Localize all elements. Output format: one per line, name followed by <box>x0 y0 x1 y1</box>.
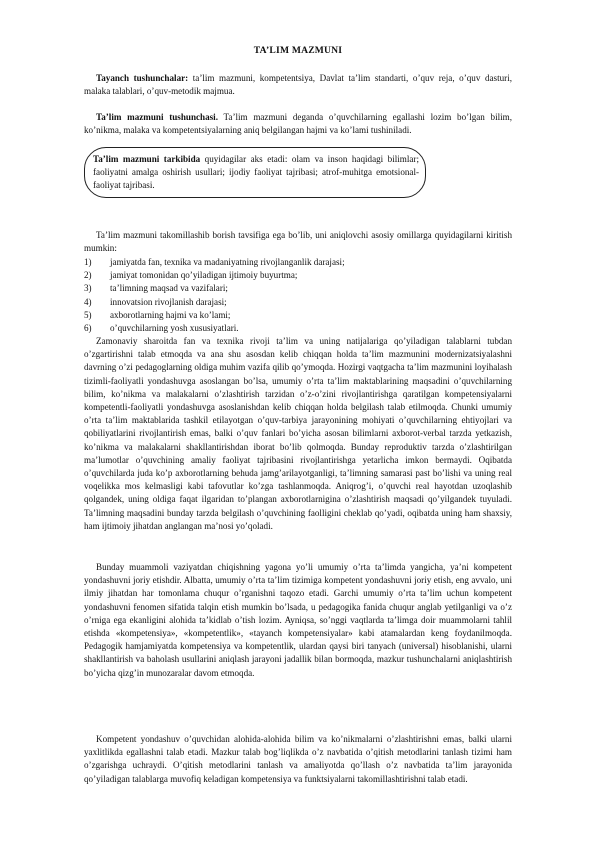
list-item: 3) ta’limning maqsad va vazifalari; <box>84 283 228 294</box>
key-concepts-text: ta’lim mazmuni, kompetentsiya, Davlat ta’lim standarti, o’quv reja, o’quv dasturi, malaka talablari, o’quv-metodik majmua. <box>84 73 513 97</box>
definition-text: Ta’lim mazmuni deganda o’quvchilarning egallashi lozim bo’lgan bilim, ko’nikma, malaka va kompetentsiyalarning aniq belgilangan hajmi va ko’lami tushiniladi. <box>84 112 512 136</box>
list-item: 2) jamiyat tomonidan qo’yiladigan ijtimoiy buyurtma; <box>84 270 298 281</box>
list-item: 1) jamiyatda fan, texnika va madaniyatning rivojlanganlik darajasi; <box>84 257 345 267</box>
definition-label: Ta’lim mazmuni tushunchasi. <box>96 112 218 122</box>
body-paragraph-3: Kompetent yondashuv o’quvchidan alohida-alohida bilim va ko’nikmalarni o’zlashtirishni emas, balki ularni yaxlitlikda egallashni talab etadi. Mazkur talab bog’liqlikda o’z navbatida o’qitish metodlarini tanlash tizimi ham o’zgarishga uchraydi. O’qitish metodlarini tanlash va amaliyotda qo’llash o’z navbatida ta’lim jarayonida qo’yiladigan talablarga muvofiq keladigan kompetensiya va funktsiyalarni takomillashtirishni talab etadi. <box>84 734 512 784</box>
box-text: quyidagilar aks etadi: olam va inson haqidagi bilimlar; faoliyatni amalga oshirish usullari; ijodiy faoliyat tajribasi; atrof-muhitga emotsional-faoliyat tajribasi. <box>93 154 419 191</box>
list-item: 5) axborotlarning hajmi va ko’lami; <box>84 309 231 320</box>
key-concepts-label: Tayanch tushunchalar: <box>96 73 189 83</box>
body-paragraph-1: Zamonaviy sharoitda fan va texnika rivoji ta’lim va uning natijalariga qo’yiladigan talablarni tubdan o’zgartirishni talab etmoqda va ana shu asosdan kelib chiqqan holda ta’lim mazmunini modernizatsiyalashni davrning o’zi pedagoglarning oldiga muhim vazifa qilib qo’ymoqda. Hozirgi vaqtgacha ta’lim mazmunini loyihalash tizimli-faoliyatli yondashuvga asoslangan bo’lsa, umumiy o’rta ta’lim maktablarining maqsadini o’quvchilarning bilim, ko’nikma va malakalarni o’zlashtirish tarzidan o’z-o’zini rivojlantirishga qaratilgan kompetensiyalarni kompetentli-faoliyatli yondashuvga asoslanishdan kelib chiqqan holda belgilash talab etilmoqda. Chunki umumiy o’rta ta’lim maktablarida tashkil etilayotgan o’quv-tarbiya jarayonining mohiyati o’quvchilarning ehtiyojlari va qobiliyatlarini rivojlantirish emas, balki o’quv fanlari bo’yicha asosan bilimlarni axborot-verbal tarzda yetkazish, ko’nikma va malakalarni shakllantirishdan iborat bo’lib qolmoqda. Bunday reproduktiv tarzda o’zlashtirilgan ma’lumotlar o’quvchining amaliy faoliyat tajribasini rivojlantirishga yetarlicha imkon bermaydi. Oqibatda o’quvchilarda juda ko’p axborotlarning behuda jamg’arilayotganligi, ta’limning samarasi past bo’lishi va uning real voqelikka mos kelmasligi kabi tafovutlar ko’zga tashlanmoqda. Aniqrog’i, o’quvchi real hayotdan uzoqlashib qolgandek, uning oldiga faqat ilgaridan to’plangan axborotlarnigina o’zlashtirish maqsadi qo’yilgandek tuyuladi. Ta’limning maqsadini bunday tarzda belgilash o’quvchining faolligini cheklab qo’yadi, oqibatda uning ham shaxsiy, ham ijtimoiy jihatdan anglangan ma’nosi yo’qoladi. <box>84 336 512 531</box>
definition-paragraph <box>84 111 512 137</box>
key-concepts-paragraph <box>84 72 512 98</box>
factors-list <box>84 256 512 335</box>
intro-paragraph: Ta’lim mazmuni takomillashib borish tavsifiga ega bo’lib, uni aniqlovchi asosiy omillarga quyidagilarni kiritish mumkin: <box>84 230 512 254</box>
box-label: Ta’lim mazmuni tarkibida <box>93 154 201 164</box>
page-title: TA’LIM MAZMUNI <box>253 45 343 56</box>
list-item: 6) o’quvchilarning yosh xususiyatlari. <box>84 322 239 333</box>
highlight-box <box>84 147 426 198</box>
body-paragraph-2: Bunday muammoli vaziyatdan chiqishning yagona yo’li umumiy o’rta ta’limda yangicha, ya’ni kompetent yondashuvni joriy etishdir. Albatta, umumiy o’rta ta’lim tizimiga kompetent yondashuvni joriy etish, eng avvalo, uni ilmiy jihatdan har tomonlama chuqur o’rganishni taqozo etadi. Garchi umumiy o’rta ta’lim uchun kompetent yondashuvni fenomen sifatida talqin etish mumkin bo’lsada, u pedagogika fanida chuqur anglab yetilganligi va o’z o’rniga ega ekanligini alohida ta’kidlab o’tish lozim. Ayniqsa, so’nggi vaqtlarda ta’limga doir muammolarni tahlil etishda «kompetensiya», «kompetentlik», «tayanch kompetensiyalar» kabi atamalardan keng foydanilmoqda. Pedagogik hamjamiyatda kompetensiya va kompetentlik, ulardan qaysi biri tanyach (universal) hisoblanishi, ularni shakllantirish va baholash usullarini aniqlash jarayoni jadallik bilan bormoqda, mazkur tushunchalarni aniqlashtirish bo’yicha qizg’in munozaralar davom etmoqda. <box>84 562 512 678</box>
list-item: 4) innovatsion rivojlanish darajasi; <box>84 296 227 307</box>
